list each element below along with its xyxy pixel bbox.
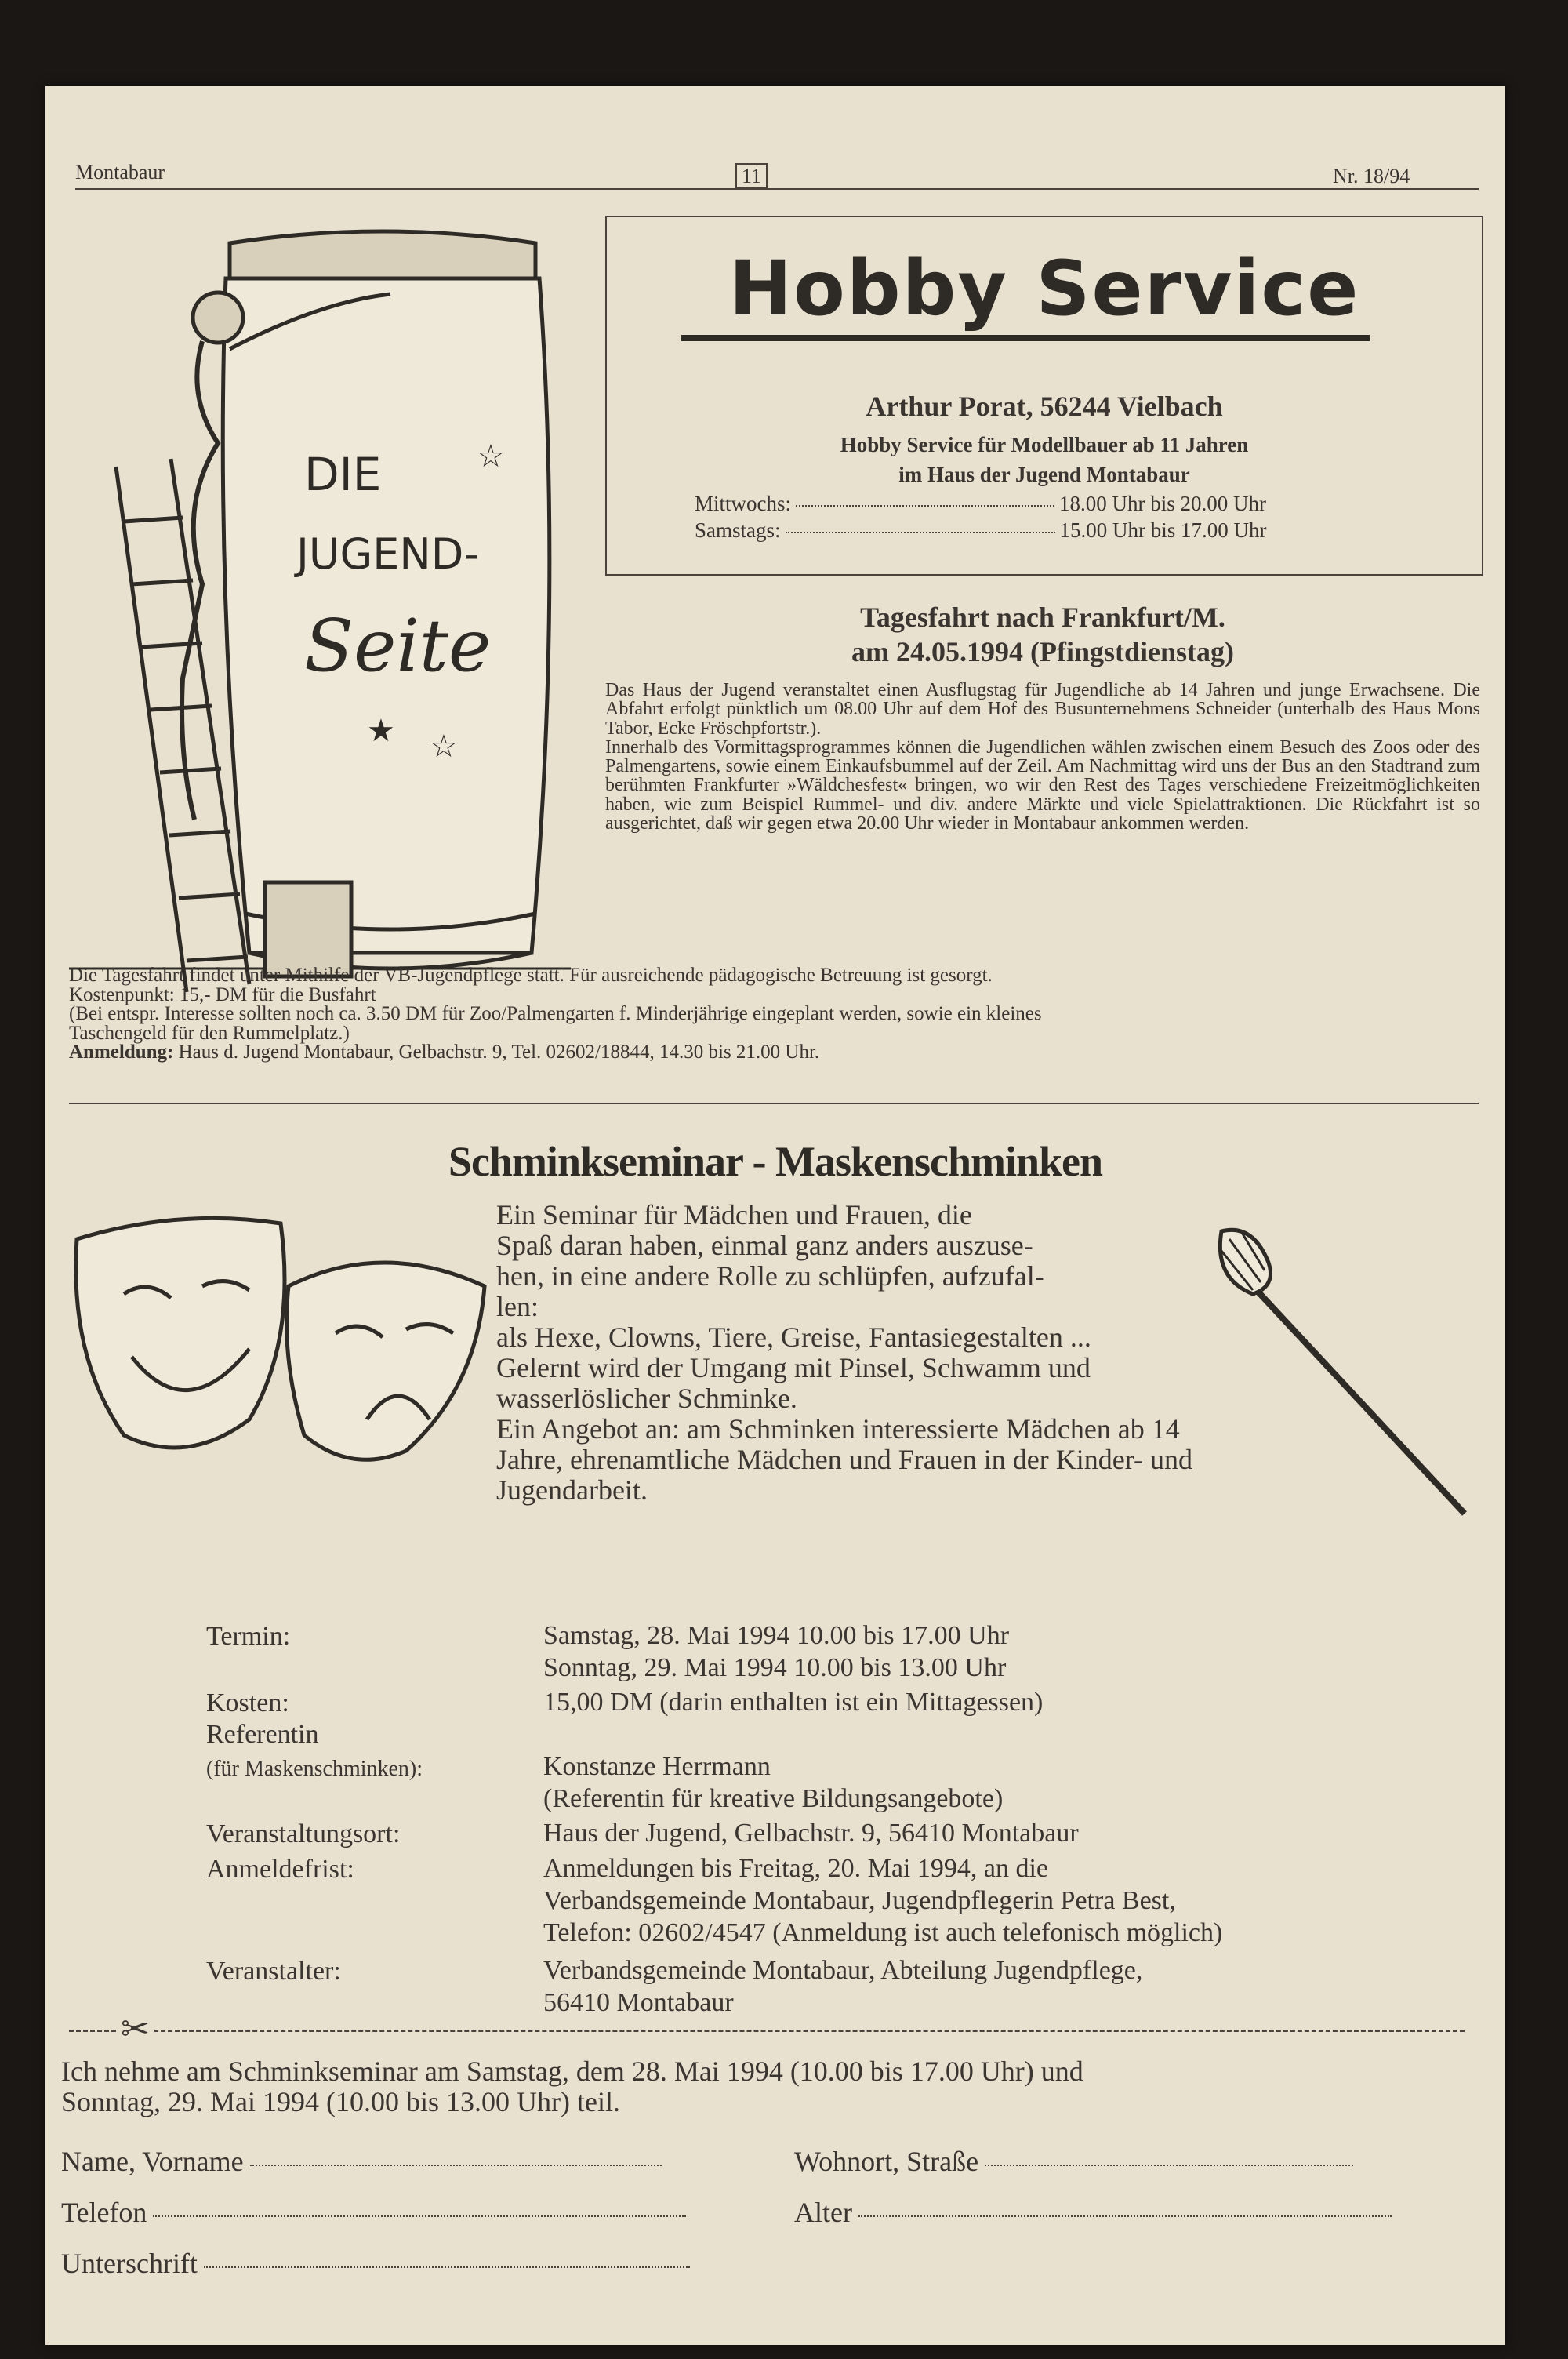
referentin-label: Referentin (206, 1720, 319, 1749)
hobby-owner: Arthur Porat, 56244 Vielbach (866, 391, 1223, 422)
star-icon: ☆ (430, 729, 458, 765)
name-field[interactable]: Name, Vorname (61, 2145, 662, 2178)
kosten-label: Kosten: (206, 1688, 289, 1717)
theater-masks-icon (69, 1200, 508, 1467)
hobby-place: im Haus der Jugend Montabaur (898, 463, 1190, 486)
wohnort-input-line[interactable] (985, 2165, 1353, 2166)
hobby-service-ad (605, 216, 1483, 576)
trip-details: Die Tagesfahrt findet unter Mithilfe der VB-Jugendpflege statt. Für ausreichende pädagogische Betreuung ist gesorgt. Kostenpunkt: 15,- DM für die Busfahrt (Bei entspr. Interesse sollten noch ca. 3.50 DM für Zoo/Palmengarten f. Minderjährige eingeplant werden, sowie ein kleines Taschengeld für den Rummelplatz.) Anmeldung: Haus d. Jugend Montabaur, Gelbachstr. 9, Tel. 02602/18844, 14.30 bis 21.00 Uhr. (69, 965, 1042, 1063)
star-icon: ☆ (477, 438, 505, 474)
poster-text-seite: Seite (304, 604, 492, 688)
termin-label: Termin: (206, 1622, 291, 1651)
section-divider (69, 1103, 1479, 1104)
registration-text: Haus d. Jugend Montabaur, Gelbachstr. 9, Tel. 02602/18844, 14.30 bis 21.00 Uhr. (178, 1041, 820, 1063)
seminar-title: Schminkseminar - Maskenschminken (448, 1138, 1103, 1185)
frist-label: Anmeldefrist: (206, 1855, 354, 1884)
jugend-seite-illustration (69, 208, 571, 1023)
registration-label: Anmeldung: (69, 1041, 174, 1063)
hobby-time-row: Samstags: 15.00 Uhr bis 17.00 Uhr (695, 518, 1267, 542)
trip-body: Das Haus der Jugend veranstaltet einen Ausflugstag für Jugendliche ab 14 Jahren und junge Erwachsene. Die Abfahrt erfolgt pünktlich um 08.00 Uhr auf dem Hof des Busunternehmens Schneider (unterhalb des Haus Mons Tabor, Ecke Fröschpfortstr.). Innerhalb des Vormittagsprogrammes können die Jugendlichen wählen zwischen einem Besuch des Zoos oder des Palmengartens, sowie einem Einkaufsbummel auf der Zeil. Am Nachmittag wird uns der Bus an den Stadtrand zum berühmten Frankfurter »Wäldchesfest« bringen, wo wir den Rest des Tages verschiedene Freizeitmöglichkeiten haben, wie zum Beispiel Rummel- und div. andere Märkte und viele Spielattraktionen. Die Rückfahrt ist so ausgerichtet, daß wir gegen etwa 20.00 Uhr wieder in Montabaur ankommen werden. (605, 680, 1480, 834)
veranstalter-label: Veranstalter: (206, 1957, 341, 1986)
referentin-value: Konstanze Herrmann (Referentin für kreative Bildungsangebote) (543, 1752, 1004, 1813)
title-underline (681, 335, 1370, 341)
header-rule (75, 188, 1479, 190)
ort-value: Haus der Jugend, Gelbachstr. 9, 56410 Montabaur (543, 1819, 1079, 1848)
wohnort-field[interactable]: Wohnort, Straße (794, 2145, 1353, 2178)
frist-value: Anmeldungen bis Freitag, 20. Mai 1994, an die Verbandsgemeinde Montabaur, Jugendpflegerin Petra Best, Telefon: 02602/4547 (Anmeldung ist auch telefonisch möglich) (543, 1854, 1223, 1947)
referentin-sublabel: (für Maskenschminken): (206, 1757, 423, 1781)
alter-input-line[interactable] (858, 2215, 1392, 2217)
header-page-number: 11 (735, 165, 768, 188)
poster-text-die: DIE (304, 448, 382, 501)
termin-value: Samstag, 28. Mai 1994 10.00 bis 17.00 Uhr Sonntag, 29. Mai 1994 10.00 bis 13.00 Uhr (543, 1621, 1010, 1682)
hobby-subtitle: Hobby Service für Modellbauer ab 11 Jahren (840, 433, 1249, 456)
seminar-intro: Ein Seminar für Mädchen und Frauen, die Spaß daran haben, einmal ganz anders auszuse- hen, in eine andere Rolle zu schlüpfen, aufzufal- len: als Hexe, Clowns, Tiere, Greise, Fantasiegestalten ... Gelernt wird der Umgang mit Pinsel, Schwamm und wasserlöslicher Schminke. Ein Angebot an: am Schminken interessierte Mädchen ab 14 Jahre, ehrenamtliche Mädchen und Frauen in der Kinder- und Jugendarbeit. (496, 1199, 1192, 1506)
header-town: Montabaur (75, 161, 165, 184)
star-icon: ★ (367, 713, 395, 749)
trip-title: Tagesfahrt nach Frankfurt/M. am 24.05.1994 (Pfingstdienstag) (851, 602, 1234, 667)
unterschrift-input-line[interactable] (204, 2266, 690, 2268)
unterschrift-field[interactable]: Unterschrift (61, 2247, 690, 2280)
hobby-time-row: Mittwochs: 18.00 Uhr bis 20.00 Uhr (695, 492, 1267, 515)
scissors-icon: ✂ (116, 2009, 154, 2049)
name-input-line[interactable] (250, 2165, 662, 2166)
kosten-value: 15,00 DM (darin enthalten ist ein Mittagessen) (543, 1688, 1044, 1717)
makeup-brush-icon (1206, 1216, 1472, 1521)
registration-statement: Ich nehme am Schminkseminar am Samstag, dem 28. Mai 1994 (10.00 bis 17.00 Uhr) und Sonntag, 29. Mai 1994 (10.00 bis 13.00 Uhr) teil. (61, 2055, 1083, 2117)
ort-label: Veranstaltungsort: (206, 1819, 401, 1848)
cut-line (69, 2030, 1465, 2032)
poster-text-jugend: JUGEND- (296, 529, 479, 579)
header-issue: Nr. 18/94 (1333, 165, 1410, 187)
telefon-input-line[interactable] (153, 2215, 686, 2217)
alter-field[interactable]: Alter (794, 2196, 1392, 2229)
veranstalter-value: Verbandsgemeinde Montabaur, Abteilung Jugendpflege, 56410 Montabaur (543, 1956, 1143, 2017)
newspaper-page (45, 86, 1505, 2345)
telefon-field[interactable]: Telefon (61, 2196, 686, 2229)
hobby-service-title: Hobby Service (728, 245, 1360, 333)
